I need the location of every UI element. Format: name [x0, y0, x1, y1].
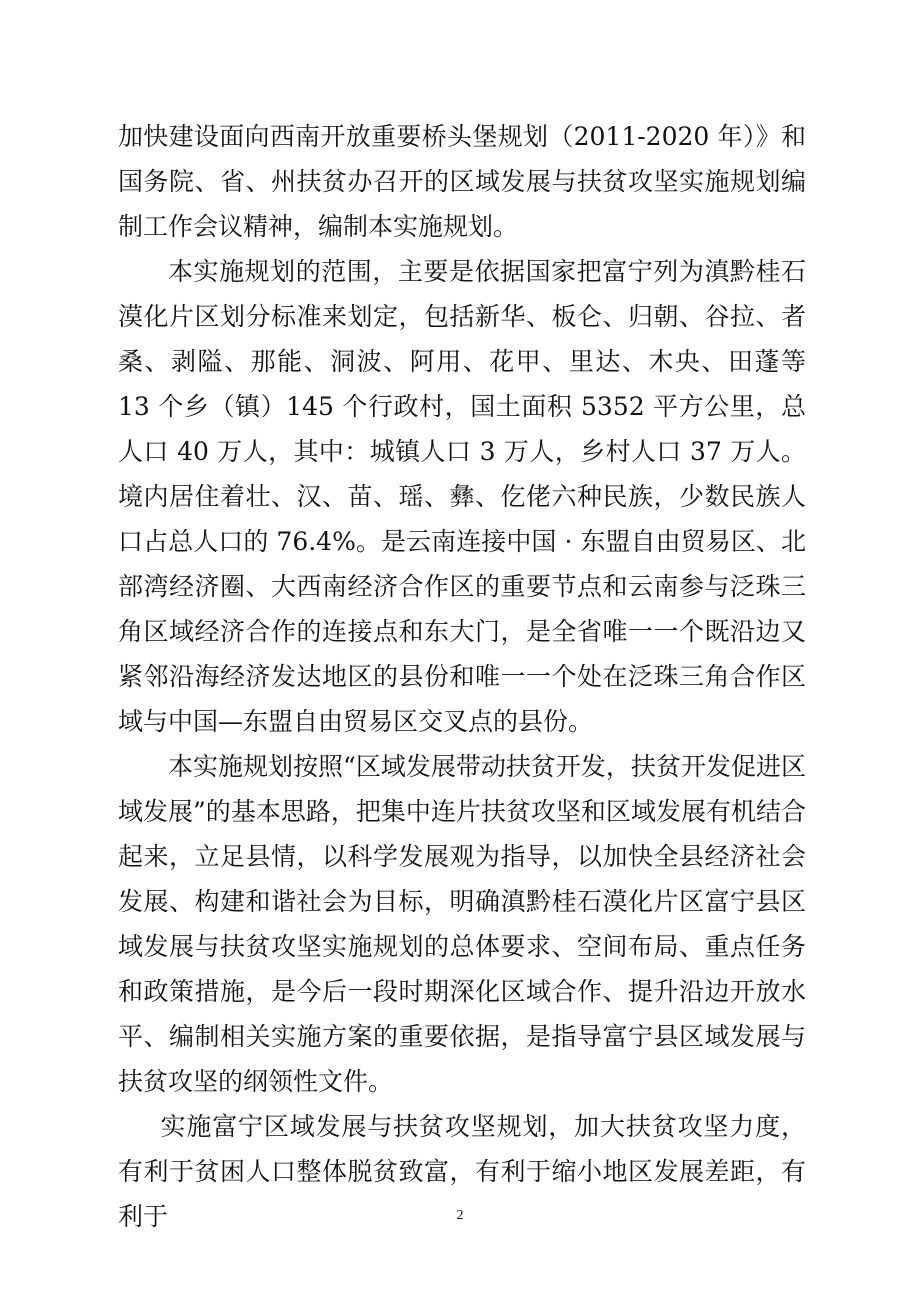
- paragraph-continuation: 加快建设面向西南开放重要桥头堡规划（2011-2020 年）》和国务院、省、州扶贫办召开的区域发展与扶贫攻坚实施规划编制工作会议精神，编制本实施规划。: [118, 122, 806, 241]
- document-body: [118, 114, 806, 1239]
- paragraph-significance: 实施富宁区域发展与扶贫攻坚规划，加大扶贫攻坚力度，有利于贫困人口整体脱贫致富，有利于缩小地区发展差距，有利于: [118, 1112, 806, 1231]
- paragraph-approach: 本实施规划按照“区域发展带动扶贫开发，扶贫开发促进区域发展”的基本思路，把集中连片扶贫攻坚和区域发展有机结合起来，立足县情，以科学发展观为指导，以加快全县经济社会发展、构建和谐社会为目标，明确滇黔桂石漠化片区富宁县区域发展与扶贫攻坚实施规划的总体要求、空间布局、重点任务和政策措施，是今后一段时期深化区域合作、提升沿边开放水平、编制相关实施方案的重要依据，是指导富宁县区域发展与扶贫攻坚的纲领性文件。: [118, 752, 806, 1096]
- page-number: 2: [456, 1208, 464, 1223]
- paragraph-scope: 本实施规划的范围，主要是依据国家把富宁列为滇黔桂石漠化片区划分标准来划定，包括新华、板仑、归朝、谷拉、者桑、剥隘、那能、洞波、阿用、花甲、里达、木央、田蓬等 13 个乡（镇）145 个行政村，国土面积 5352 平方公里，总人口 40 万人，其中：城镇人口 3 万人，乡村人口 37 万人。境内居住着壮、汉、苗、瑶、彝、仡佬六种民族，少数民族人口占总人口的 76.4%。是云南连接中国 · 东盟自由贸易区、北部湾经济圈、大西南经济合作区的重要节点和云南参与泛珠三角区域经济合作的连接点和东大门，是全省唯一一个既沿边又紧邻沿海经济发达地区的县份和唯一一个处在泛珠三角合作区域与中国—东盟自由贸易区交叉点的县份。: [118, 257, 806, 736]
